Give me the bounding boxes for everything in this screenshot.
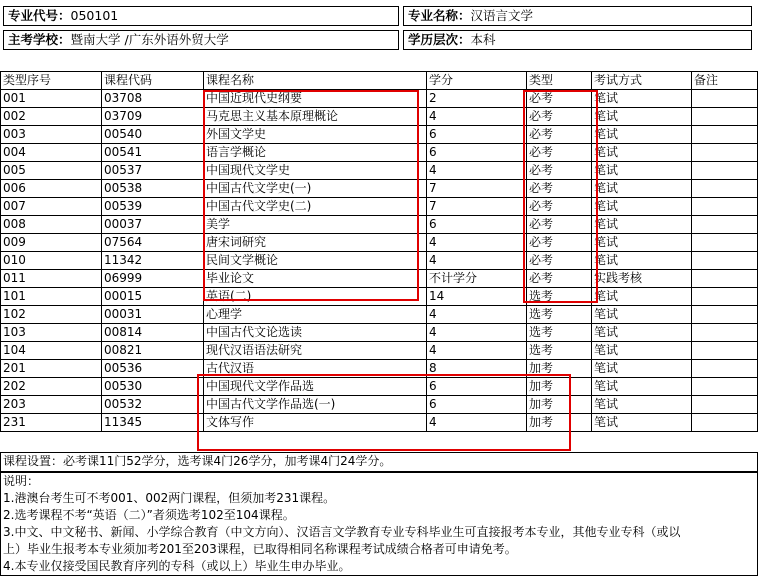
cell-exam-method: 实践考核: [592, 270, 692, 288]
cell-exam-method: 笔试: [592, 126, 692, 144]
cell-course-code: 00821: [102, 342, 204, 360]
cell-course-name: 中国古代文学作品选(一): [204, 396, 427, 414]
note-line: 1.港澳台考生可不考001、002两门课程，但须加考231课程。: [3, 491, 336, 505]
cell-course-type: 选考: [527, 288, 592, 306]
cell-remarks: [692, 198, 758, 216]
note-line: 上）毕业生报考本专业须加考201至203课程，已取得相同名称课程考试成绩合格者可申请免考。: [3, 542, 517, 556]
cell-course-type: 必考: [527, 108, 592, 126]
cell-credits: 6: [427, 396, 527, 414]
course-table: [0, 71, 758, 432]
cell-course-code: 00532: [102, 396, 204, 414]
cell-course-code: 00814: [102, 324, 204, 342]
note-line: 4.本专业仅接受国民教育序列的专科（或以上）毕业生申办毕业。: [3, 559, 351, 573]
cell-credits: 7: [427, 180, 527, 198]
cell-type-seq: 231: [1, 414, 102, 432]
major-name-value: 汉语言文学: [470, 8, 534, 23]
table-row: [1, 234, 758, 252]
cell-remarks: [692, 126, 758, 144]
cell-course-type: 必考: [527, 126, 592, 144]
cell-type-seq: 202: [1, 378, 102, 396]
cell-course-name: 现代汉语语法研究: [204, 342, 427, 360]
cell-course-type: 必考: [527, 180, 592, 198]
header-exam-method: 考试方式: [592, 72, 692, 90]
cell-credits: 6: [427, 144, 527, 162]
cell-course-code: 00530: [102, 378, 204, 396]
cell-course-code: 00538: [102, 180, 204, 198]
cell-course-type: 加考: [527, 396, 592, 414]
cell-course-type: 选考: [527, 342, 592, 360]
cell-course-name: 中国古代文学史(一): [204, 180, 427, 198]
cell-credits: 6: [427, 216, 527, 234]
cell-exam-method: 笔试: [592, 360, 692, 378]
cell-course-type: 必考: [527, 198, 592, 216]
cell-course-code: 00031: [102, 306, 204, 324]
cell-exam-method: 笔试: [592, 288, 692, 306]
major-code-field: [3, 6, 399, 26]
cell-exam-method: 笔试: [592, 324, 692, 342]
cell-course-code: 03709: [102, 108, 204, 126]
cell-course-code: 06999: [102, 270, 204, 288]
cell-remarks: [692, 108, 758, 126]
cell-type-seq: 103: [1, 324, 102, 342]
cell-course-type: 加考: [527, 378, 592, 396]
cell-course-code: 03708: [102, 90, 204, 108]
school-label: 主考学校：: [8, 32, 71, 47]
cell-type-seq: 102: [1, 306, 102, 324]
cell-exam-method: 笔试: [592, 162, 692, 180]
header-course-type: 类型: [527, 72, 592, 90]
level-field: [403, 30, 752, 50]
cell-type-seq: 006: [1, 180, 102, 198]
cell-remarks: [692, 270, 758, 288]
table-row: [1, 288, 758, 306]
cell-course-name: 心理学: [204, 306, 427, 324]
table-row: [1, 144, 758, 162]
cell-remarks: [692, 90, 758, 108]
cell-course-type: 必考: [527, 144, 592, 162]
cell-course-code: 00539: [102, 198, 204, 216]
cell-credits: 4: [427, 234, 527, 252]
cell-exam-method: 笔试: [592, 108, 692, 126]
table-row: [1, 162, 758, 180]
cell-exam-method: 笔试: [592, 252, 692, 270]
table-row: [1, 252, 758, 270]
major-name-field: [403, 6, 752, 26]
table-header-row: [1, 72, 758, 90]
cell-course-name: 中国古代文学史(二): [204, 198, 427, 216]
cell-type-seq: 203: [1, 396, 102, 414]
table-row: [1, 396, 758, 414]
cell-type-seq: 008: [1, 216, 102, 234]
cell-credits: 14: [427, 288, 527, 306]
table-row: [1, 108, 758, 126]
cell-course-type: 选考: [527, 324, 592, 342]
table-row: [1, 360, 758, 378]
cell-course-name: 民间文学概论: [204, 252, 427, 270]
cell-course-name: 中国现代文学作品选: [204, 378, 427, 396]
cell-type-seq: 011: [1, 270, 102, 288]
header-type-seq: 类型序号: [1, 72, 102, 90]
cell-type-seq: 010: [1, 252, 102, 270]
table-row: [1, 198, 758, 216]
cell-exam-method: 笔试: [592, 396, 692, 414]
cell-course-type: 加考: [527, 414, 592, 432]
cell-remarks: [692, 180, 758, 198]
cell-remarks: [692, 324, 758, 342]
cell-course-name: 唐宋词研究: [204, 234, 427, 252]
cell-course-name: 中国近现代史纲要: [204, 90, 427, 108]
cell-credits: 2: [427, 90, 527, 108]
cell-credits: 不计学分: [427, 270, 527, 288]
cell-course-code: 00536: [102, 360, 204, 378]
cell-exam-method: 笔试: [592, 342, 692, 360]
cell-course-code: 07564: [102, 234, 204, 252]
cell-course-type: 选考: [527, 306, 592, 324]
header-course-code: 课程代码: [102, 72, 204, 90]
cell-type-seq: 002: [1, 108, 102, 126]
cell-course-code: 11345: [102, 414, 204, 432]
cell-course-type: 必考: [527, 234, 592, 252]
course-settings: [0, 452, 758, 472]
table-row: [1, 378, 758, 396]
cell-course-code: 11342: [102, 252, 204, 270]
notes-section: [0, 472, 758, 576]
cell-exam-method: 笔试: [592, 198, 692, 216]
cell-course-type: 必考: [527, 216, 592, 234]
major-code-label: 专业代号：: [8, 8, 71, 23]
header-remarks: 备注: [692, 72, 758, 90]
cell-exam-method: 笔试: [592, 234, 692, 252]
cell-exam-method: 笔试: [592, 414, 692, 432]
cell-course-name: 毕业论文: [204, 270, 427, 288]
notes-title: 说明：: [3, 474, 40, 488]
cell-type-seq: 104: [1, 342, 102, 360]
cell-course-name: 古代汉语: [204, 360, 427, 378]
cell-remarks: [692, 216, 758, 234]
cell-credits: 6: [427, 126, 527, 144]
note-line: 3.中文、中文秘书、新闻、小学综合教育（中文方向）、汉语言文学教育专业专科毕业生可直接报考本专业，其他专业专科（或以: [3, 525, 681, 539]
cell-type-seq: 003: [1, 126, 102, 144]
cell-credits: 4: [427, 306, 527, 324]
major-name-label: 专业名称：: [408, 8, 471, 23]
cell-remarks: [692, 342, 758, 360]
course-table-body: [1, 72, 758, 432]
cell-course-name: 文体写作: [204, 414, 427, 432]
cell-course-type: 加考: [527, 360, 592, 378]
table-row: [1, 342, 758, 360]
cell-credits: 7: [427, 198, 527, 216]
cell-course-name: 语言学概论: [204, 144, 427, 162]
cell-credits: 4: [427, 414, 527, 432]
cell-remarks: [692, 252, 758, 270]
cell-exam-method: 笔试: [592, 378, 692, 396]
note-line: 2.选考课程不考“英语（二）”者须选考102至104课程。: [3, 508, 295, 522]
school-field: [3, 30, 399, 50]
cell-course-code: 00540: [102, 126, 204, 144]
cell-exam-method: 笔试: [592, 144, 692, 162]
cell-course-code: 00537: [102, 162, 204, 180]
header-course-name: 课程名称: [204, 72, 427, 90]
cell-type-seq: 007: [1, 198, 102, 216]
cell-course-name: 中国现代文学史: [204, 162, 427, 180]
cell-remarks: [692, 306, 758, 324]
major-code-value: 050101: [70, 8, 119, 23]
table-row: [1, 414, 758, 432]
cell-course-type: 必考: [527, 270, 592, 288]
cell-type-seq: 001: [1, 90, 102, 108]
table-row: [1, 324, 758, 342]
school-value: 暨南大学 /广东外语外贸大学: [70, 32, 229, 47]
cell-remarks: [692, 144, 758, 162]
cell-credits: 6: [427, 378, 527, 396]
table-row: [1, 90, 758, 108]
cell-course-name: 英语(二): [204, 288, 427, 306]
table-row: [1, 216, 758, 234]
cell-credits: 4: [427, 108, 527, 126]
cell-course-code: 00541: [102, 144, 204, 162]
cell-remarks: [692, 396, 758, 414]
cell-remarks: [692, 414, 758, 432]
cell-exam-method: 笔试: [592, 216, 692, 234]
cell-credits: 4: [427, 252, 527, 270]
cell-credits: 4: [427, 342, 527, 360]
cell-remarks: [692, 162, 758, 180]
table-row: [1, 180, 758, 198]
level-value: 本科: [470, 32, 496, 47]
cell-type-seq: 201: [1, 360, 102, 378]
cell-credits: 4: [427, 162, 527, 180]
cell-type-seq: 101: [1, 288, 102, 306]
cell-remarks: [692, 378, 758, 396]
cell-type-seq: 004: [1, 144, 102, 162]
cell-course-type: 必考: [527, 162, 592, 180]
cell-course-code: 00037: [102, 216, 204, 234]
cell-course-name: 外国文学史: [204, 126, 427, 144]
cell-course-type: 必考: [527, 252, 592, 270]
cell-exam-method: 笔试: [592, 90, 692, 108]
level-label: 学历层次：: [408, 32, 471, 47]
cell-credits: 4: [427, 324, 527, 342]
cell-course-name: 美学: [204, 216, 427, 234]
cell-credits: 8: [427, 360, 527, 378]
cell-exam-method: 笔试: [592, 180, 692, 198]
cell-course-code: 00015: [102, 288, 204, 306]
table-row: [1, 306, 758, 324]
cell-remarks: [692, 360, 758, 378]
cell-type-seq: 009: [1, 234, 102, 252]
cell-remarks: [692, 288, 758, 306]
table-row: [1, 270, 758, 288]
cell-course-name: 中国古代文论选读: [204, 324, 427, 342]
cell-exam-method: 笔试: [592, 306, 692, 324]
cell-course-type: 必考: [527, 90, 592, 108]
cell-type-seq: 005: [1, 162, 102, 180]
cell-remarks: [692, 234, 758, 252]
cell-course-name: 马克思主义基本原理概论: [204, 108, 427, 126]
course-settings-text: 课程设置：必考课11门52学分，选考课4门26学分，加考课4门24学分。: [3, 454, 392, 468]
table-row: [1, 126, 758, 144]
header-credits: 学分: [427, 72, 527, 90]
